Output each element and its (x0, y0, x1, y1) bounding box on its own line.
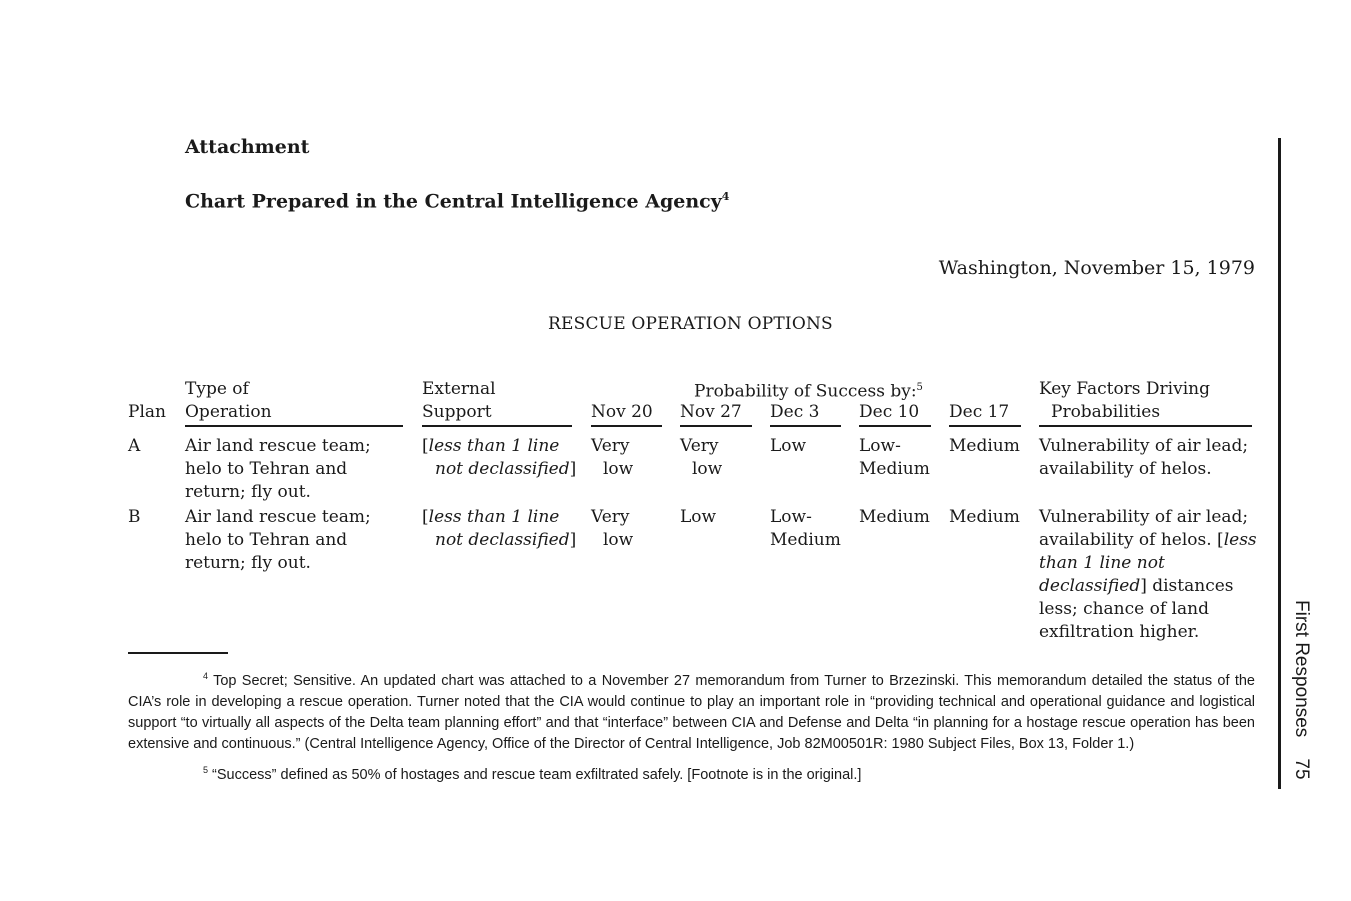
header-support-line1: External (422, 379, 496, 399)
attachment-heading: Attachment (185, 136, 310, 158)
row-b-type-line2: helo to Tehran and (185, 530, 348, 550)
header-rule-type (185, 425, 403, 427)
row-a-dec17 (949, 435, 1020, 458)
row-b-support-line1: [less than 1 line (422, 507, 560, 527)
row-a-dec17-line1: Medium (949, 436, 1020, 456)
row-a-dec10 (859, 435, 930, 481)
footnote-rule (128, 652, 228, 654)
row-a-support-line2: not declassified] (435, 459, 577, 479)
footnotes (128, 666, 1255, 786)
header-support-line2: Support (422, 402, 492, 422)
row-b-factors-line3: than 1 line not (1039, 553, 1165, 573)
row-b-dec3 (770, 506, 841, 552)
footnote-4-number: 4 (203, 671, 209, 681)
row-b-factors-line4: declassified] distances (1039, 576, 1234, 596)
row-a-factors-line1: Vulnerability of air lead; (1039, 436, 1249, 456)
row-b-factors (1039, 506, 1257, 644)
row-a-nov27-line1: Very (680, 436, 719, 456)
header-rule-nov27 (680, 425, 752, 427)
header-rule-factors (1039, 425, 1252, 427)
row-b-factors-line5: less; chance of land (1039, 599, 1209, 619)
footnote-4-text: Top Secret; Sensitive. An updated chart was attached to a November 27 memorandum from Turner to Brzezinski. This memorandum detailed the status of the CIA’s role in developing a rescue operation. Turner noted that the CIA would continue to play an important role in “providing technical and operational guidance and logistical support “to virtually all aspects of the Delta team planning effort” and that “interface” between CIA and Defense and Delta “in planning for a hostage rescue operation has been extensive and continuous.” (Central Intelligence Agency, Office of the Director of Central Intelligence, Job 82M00501R: 1980 Subject Files, Box 13, Folder 1.) (128, 672, 1255, 752)
header-date-dec3: Dec 3 (770, 402, 820, 422)
header-rule-support (422, 425, 572, 427)
row-a-type-line1: Air land rescue team; (185, 436, 371, 456)
row-a-dec10-line1: Low- (859, 436, 901, 456)
row-a-nov20 (591, 435, 633, 481)
running-head (1288, 600, 1318, 800)
footnote-5-number: 5 (203, 764, 209, 775)
header-probability (694, 376, 923, 404)
row-b-type-line1: Air land rescue team; (185, 507, 371, 527)
row-b-nov20-line2: low (603, 530, 634, 550)
row-a-support (422, 435, 576, 481)
header-type-line2: Operation (185, 402, 272, 422)
running-head-section: First Responses (1291, 600, 1312, 738)
header-probability-text: Probability of Success by: (694, 381, 917, 402)
chart-heading (185, 190, 729, 212)
table-title: RESCUE OPERATION OPTIONS (548, 314, 833, 334)
header-date-nov20: Nov 20 (591, 402, 653, 422)
row-a-type (185, 435, 371, 504)
row-a-plan: A (128, 436, 141, 456)
row-b-dec10 (859, 506, 930, 529)
chart-heading-text: Chart Prepared in the Central Intelligence Agency (185, 190, 722, 213)
row-a-type-line2: helo to Tehran and (185, 459, 348, 479)
row-a-dec10-line2: Medium (859, 459, 930, 479)
header-rule-nov20 (591, 425, 662, 427)
row-b-nov20 (591, 506, 633, 552)
footnote-ref-5: 5 (916, 382, 923, 393)
row-b-nov20-line1: Very (591, 507, 630, 527)
row-a-dec3 (770, 435, 806, 458)
row-b-dec3-line1: Low- (770, 507, 812, 527)
row-b-nov27 (680, 506, 716, 529)
footnote-5 (128, 760, 1255, 786)
row-a-factors (1039, 435, 1248, 481)
running-head-rule (1278, 138, 1281, 789)
row-b-type (185, 506, 371, 575)
row-b-factors-line1: Vulnerability of air lead; (1039, 507, 1249, 527)
header-date-dec17: Dec 17 (949, 402, 1010, 422)
row-b-dec17-line1: Medium (949, 507, 1020, 527)
running-head-text (1290, 600, 1312, 780)
footnote-4 (128, 666, 1255, 755)
row-b-dec3-line2: Medium (770, 530, 841, 550)
row-a-dec3-line1: Low (770, 436, 807, 456)
footnote-ref-4: 4 (721, 190, 730, 203)
row-a-nov20-line1: Very (591, 436, 630, 456)
header-rule-dec10 (859, 425, 931, 427)
dateline: Washington, November 15, 1979 (938, 257, 1255, 279)
row-a-nov20-line2: low (603, 459, 634, 479)
row-b-factors-line2: availability of helos. [less (1039, 530, 1257, 550)
header-factors-line1: Key Factors Driving (1039, 379, 1210, 399)
row-b-support-line2: not declassified] (435, 530, 577, 550)
row-a-type-line3: return; fly out. (185, 482, 311, 502)
row-a-factors-line2: availability of helos. (1039, 459, 1212, 479)
page-number: 75 (1291, 758, 1312, 780)
row-b-type-line3: return; fly out. (185, 553, 311, 573)
header-plan: Plan (128, 402, 166, 422)
row-b-support (422, 506, 576, 552)
row-a-nov27 (680, 435, 722, 481)
row-b-dec10-line1: Medium (859, 507, 930, 527)
header-factors-line2: Probabilities (1051, 402, 1161, 422)
header-rule-dec17 (949, 425, 1021, 427)
row-b-nov27-line1: Low (680, 507, 717, 527)
header-date-nov27: Nov 27 (680, 402, 742, 422)
row-b-plan: B (128, 507, 141, 527)
row-b-factors-line6: exfiltration higher. (1039, 622, 1200, 642)
row-a-nov27-line2: low (692, 459, 723, 479)
header-type-line1: Type of (185, 379, 249, 399)
header-date-dec10: Dec 10 (859, 402, 920, 422)
header-rule-dec3 (770, 425, 841, 427)
row-a-support-line1: [less than 1 line (422, 436, 560, 456)
row-b-dec17 (949, 506, 1020, 529)
footnote-5-text: “Success” defined as 50% of hostages and rescue team exfiltrated safely. [Footnote is in the original.] (212, 766, 862, 783)
